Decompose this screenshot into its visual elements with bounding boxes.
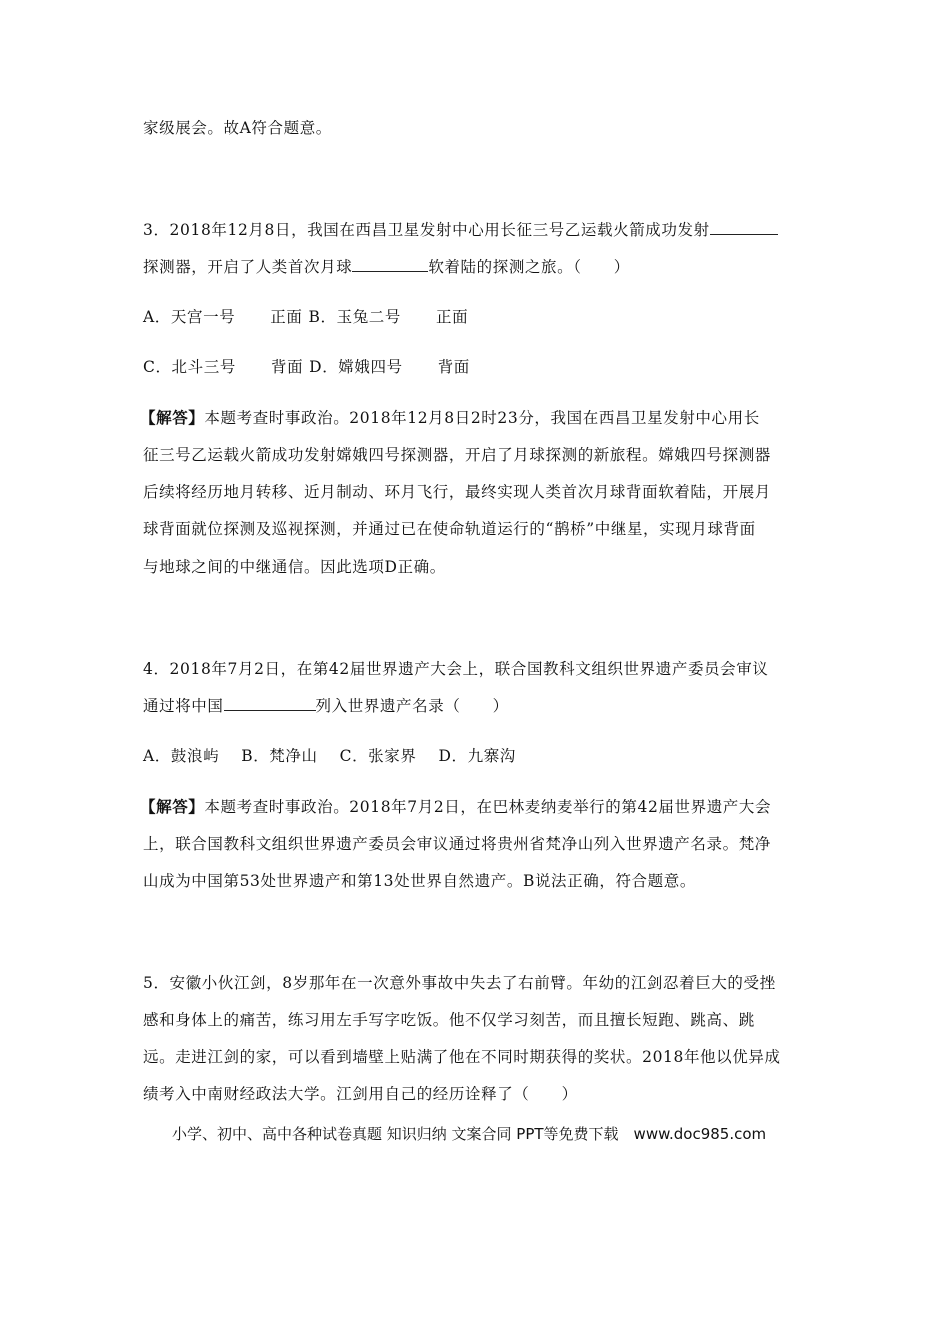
q3-blank-2 bbox=[352, 257, 428, 272]
q3-line2-post: 软着陆的探测之旅。（ ） bbox=[428, 258, 630, 276]
q3-option-d-value: 背面 bbox=[437, 358, 470, 376]
q4-answer-text-1: 本题考查时事政治。2018年7月2日，在巴林麦纳麦举行的第42届世界遗产大会 bbox=[204, 798, 772, 816]
q3-line-1 bbox=[143, 220, 778, 240]
q4-line2-pre: 通过将中国 bbox=[143, 697, 224, 715]
q3-option-a-value: 正面 bbox=[270, 308, 303, 326]
q3-blank-1 bbox=[710, 220, 778, 235]
q4-line2-post: 列入世界遗产名录（ ） bbox=[315, 697, 509, 715]
q4-answer-line-1 bbox=[140, 797, 771, 817]
q3-option-b: B．玉兔二号 bbox=[308, 308, 401, 326]
q4-line-1: 4．2018年7月2日，在第42届世界遗产大会上，联合国教科文组织世界遗产委员会审议 bbox=[143, 660, 769, 678]
q4-option-a: A．鼓浪屿 bbox=[143, 747, 220, 765]
q4-option-d: D．九寨沟 bbox=[438, 747, 516, 765]
q5-line-3: 远。走进江剑的家，可以看到墙壁上贴满了他在不同时期获得的奖状。2018年他以优异成 bbox=[143, 1048, 781, 1066]
q4-option-c: C．张家界 bbox=[339, 747, 417, 765]
q3-answer-line-5: 与地球之间的中继通信。因此选项D正确。 bbox=[143, 558, 446, 576]
q5-line-4: 绩考入中南财经政法大学。江剑用自己的经历诠释了（ ） bbox=[143, 1085, 578, 1103]
q3-answer-tag: 【解答】 bbox=[140, 408, 205, 427]
q4-line-2 bbox=[143, 696, 509, 716]
q3-text: 3．2018年12月8日，我国在西昌卫星发射中心用长征三号乙运载火箭成功发射 bbox=[143, 221, 710, 239]
q3-answer-line-2: 征三号乙运载火箭成功发射嫦娥四号探测器，开启了月球探测的新旅程。嫦娥四号探测器 bbox=[143, 446, 771, 464]
q3-option-c-value: 背面 bbox=[270, 358, 304, 376]
q5-line-2: 感和身体上的痛苦，练习用左手写字吃饭。他不仅学习刻苦，而且擅长短跑、跳高、跳 bbox=[143, 1011, 755, 1029]
q3-option-a: A．天宫一号 bbox=[143, 308, 236, 326]
q3-option-d: D．嫦娥四号 bbox=[309, 358, 403, 376]
q4-answer-tag: 【解答】 bbox=[140, 797, 205, 816]
q4-option-b: B．梵净山 bbox=[241, 747, 318, 765]
q3-option-c: C．北斗三号 bbox=[143, 358, 236, 376]
q3-line-2 bbox=[143, 257, 630, 277]
q3-options-ab bbox=[143, 307, 468, 327]
q4-answer-line-2: 上，联合国教科文组织世界遗产委员会审议通过将贵州省梵净山列入世界遗产名录。梵净 bbox=[143, 835, 771, 853]
q3-answer-line-4: 球背面就位探测及巡视探测，并通过已在使命轨道运行的“鹊桥”中继星，实现月球背面 bbox=[143, 520, 756, 538]
q3-answer-line-1 bbox=[140, 408, 760, 428]
q3-line2-pre: 探测器，开启了人类首次月球 bbox=[143, 258, 353, 276]
q3-option-b-value: 正面 bbox=[436, 308, 469, 326]
q5-line-1: 5．安徽小伙江剑，8岁那年在一次意外事故中失去了右前臂。年幼的江剑忍着巨大的受挫 bbox=[143, 974, 776, 992]
q3-answer-line-3: 后续将经历地月转移、近月制动、环月飞行，最终实现人类首次月球背面软着陆，开展月 bbox=[143, 483, 771, 501]
footer-promo: 小学、初中、高中各种试卷真题 知识归纳 文案合同 PPT等免费下载 www.doc985.com bbox=[172, 1125, 767, 1143]
q4-options bbox=[143, 746, 516, 766]
q3-answer-text-1: 本题考查时事政治。2018年12月8日2时23分，我国在西昌卫星发射中心用长 bbox=[204, 409, 760, 427]
q4-blank bbox=[224, 696, 316, 711]
q4-answer-line-3: 山成为中国第53处世界遗产和第13处世界自然遗产。B说法正确，符合题意。 bbox=[143, 872, 696, 890]
intro-line: 家级展会。故A符合题意。 bbox=[143, 119, 332, 137]
q3-options-cd bbox=[143, 357, 470, 377]
